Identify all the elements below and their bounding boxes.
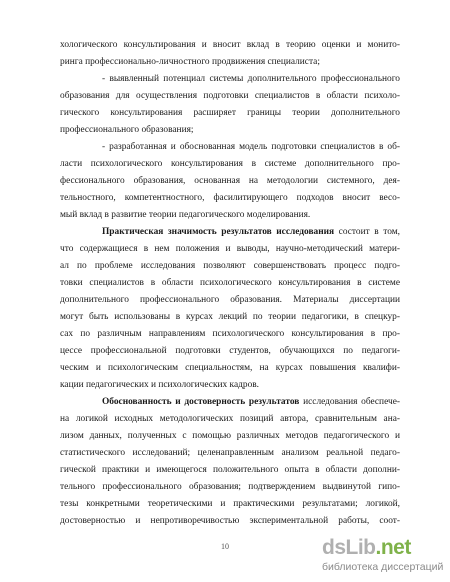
text-line: тельностного, компетентностного, фасилитирующего подходов вносит весо-	[60, 193, 400, 203]
text-line: лизом данных, полученных с помощью различных методов педагогического и	[60, 431, 400, 441]
text-fragment: исследования обеспече-	[299, 397, 400, 407]
text-line: гической практики и имеющегося положительного опыта в области дополни-	[60, 465, 400, 475]
text-line	[102, 397, 400, 408]
page-number: 10	[221, 542, 229, 551]
text-fragment: состоит в том,	[334, 227, 400, 237]
text-line: тезы конкретными теоретическими и практическими результатами; логикой,	[60, 499, 400, 509]
section-heading: Практическая значимость результатов исследования	[102, 227, 335, 237]
text-line: профессионального образования;	[60, 125, 194, 135]
text-line: хологического консультирования и вносит вклад в теорию оценки и монито-	[60, 40, 400, 50]
text-line: кации педагогических и психологических кадров.	[60, 380, 260, 390]
text-line: на логикой исходных методологических позиций автора, сравнительным ана-	[60, 414, 400, 424]
text-line: ал по проблеме исследования позволяют совершенствовать процесс подго-	[60, 261, 400, 271]
text-line: ческим и психологическим специальностям, на курсах повышения квалифи-	[60, 363, 400, 373]
text-line: ринга профессионально-личностного продвижения специалиста;	[60, 57, 320, 67]
logo-text-left: dsLib	[322, 536, 376, 559]
section-heading: Обоснованность и достоверность результатов	[102, 397, 300, 407]
text-line	[102, 227, 400, 238]
watermark-subtitle: библиотека диссертаций	[322, 561, 444, 573]
text-line: товки специалистов в области психологического консультирования в системе	[60, 278, 400, 288]
dslib-watermark	[322, 536, 446, 576]
dslib-logo	[322, 536, 411, 560]
text-line: могут быть использованы в курсах лекций по теории педагогики, в спецкур-	[60, 312, 400, 322]
text-line: статистического исследований; целенаправленным анализом реальной педаго-	[60, 448, 400, 458]
text-line: дополнительного профессионального образования. Материалы диссертации	[60, 295, 400, 305]
text-line: цессе профессиональной подготовки студентов, обучающихся по педагоги-	[60, 346, 400, 356]
text-line: гического консультирования расширяет границы теории дополнительного	[60, 108, 400, 118]
logo-text-right: .net	[375, 536, 411, 559]
text-line: что содержащиеся в нем положения и выводы, научно-методический матери-	[60, 244, 400, 254]
text-line: образования для осуществления подготовки специалистов в области психоло-	[60, 91, 400, 101]
text-line: сах по различным направлениям психологического консультирования в про-	[60, 329, 400, 339]
text-line: ласти психологического консультирования в системе дополнительного про-	[60, 159, 400, 169]
text-line: тельного профессионального образования; подтверждением выдвинутой гипо-	[60, 482, 400, 492]
text-line: - выявленный потенциал системы дополнительного профессионального	[102, 74, 400, 84]
text-line: - разработанная и обоснованная модель подготовки специалистов в об-	[102, 142, 400, 152]
text-line: мый вклад в развитие теории педагогического моделирования.	[60, 210, 311, 220]
text-line: достоверностью и непротиворечивостью экспериментальной работы, соот-	[60, 516, 400, 526]
text-line: фессионального образования, основанная на методологии системного, дея-	[60, 176, 400, 186]
